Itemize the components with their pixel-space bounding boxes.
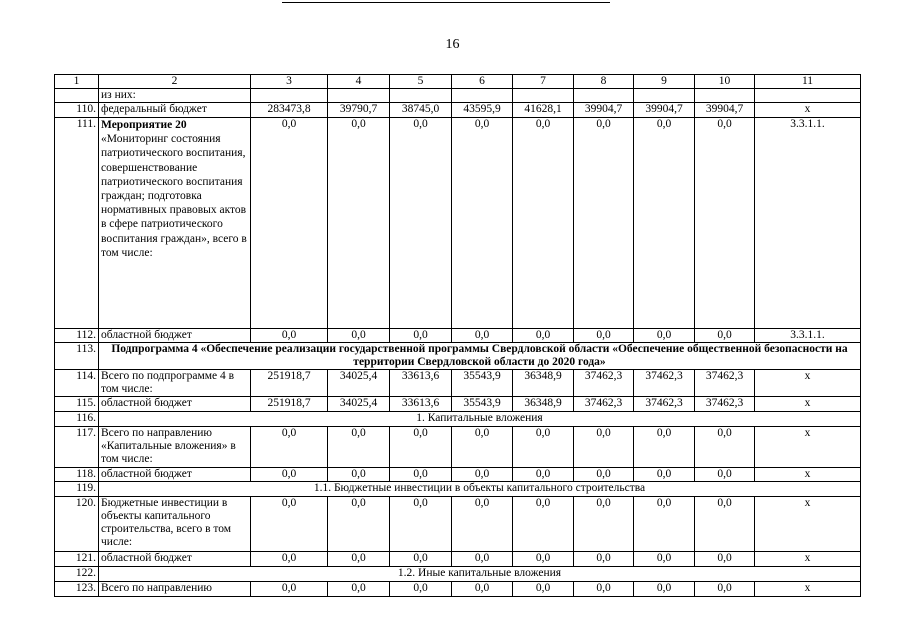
value-cell: 35543,9	[452, 370, 513, 397]
table-row	[55, 118, 861, 329]
row-name-text: областной бюджет	[101, 552, 192, 564]
table-row	[55, 412, 861, 427]
header-cell: 1	[55, 75, 99, 89]
table-row	[55, 582, 861, 597]
target-cell: х	[755, 103, 861, 118]
row-name	[99, 552, 251, 567]
value-cell: 0,0	[251, 552, 328, 567]
target-cell: х	[755, 552, 861, 567]
row-number: 115.	[55, 397, 99, 412]
row-name	[99, 103, 251, 118]
value-cell: 0,0	[695, 552, 755, 567]
row-name-text: Бюджетные инвестиции в объекты капитального строительства, всего в том числе:	[101, 497, 232, 548]
row-name	[99, 118, 251, 329]
value-cell: 0,0	[328, 582, 390, 597]
table-row	[55, 103, 861, 118]
target-cell: х	[755, 397, 861, 412]
value-cell: 0,0	[634, 552, 695, 567]
value-cell: 0,0	[513, 497, 574, 552]
row-number	[55, 89, 99, 103]
section-title: 1. Капитальные вложения	[99, 412, 861, 427]
row-name	[99, 427, 251, 468]
subprogram-title: Подпрограмма 4 «Обеспечение реализации государственной программы Свердловской области «Обеспечение общественной безопасности на территории Свердловской области до 2020 года»	[99, 343, 861, 370]
value-cell: 0,0	[390, 468, 452, 482]
value-cell: 0,0	[695, 582, 755, 597]
target-cell: х	[755, 370, 861, 397]
header-cell: 6	[452, 75, 513, 89]
row-number: 123.	[55, 582, 99, 597]
value-cell: 39904,7	[574, 103, 634, 118]
value-cell	[513, 89, 574, 103]
value-cell: 0,0	[513, 427, 574, 468]
row-number: 116.	[55, 412, 99, 427]
value-cell: 0,0	[695, 468, 755, 482]
top-rule	[282, 2, 610, 3]
value-cell: 0,0	[574, 497, 634, 552]
row-number: 120.	[55, 497, 99, 552]
section-title: 1.2. Иные капитальные вложения	[99, 567, 861, 582]
value-cell: 0,0	[695, 118, 755, 329]
table-row	[55, 567, 861, 582]
page-number: 16	[445, 37, 460, 52]
value-cell	[390, 89, 452, 103]
value-cell: 0,0	[251, 118, 328, 329]
target-cell: х	[755, 582, 861, 597]
target-cell: х	[755, 497, 861, 552]
row-number: 121.	[55, 552, 99, 567]
value-cell: 0,0	[634, 468, 695, 482]
table-row	[55, 497, 861, 552]
value-cell: 0,0	[452, 118, 513, 329]
value-cell: 0,0	[390, 427, 452, 468]
value-cell: 0,0	[513, 582, 574, 597]
table-row	[55, 468, 861, 482]
value-cell: 36348,9	[513, 397, 574, 412]
target-cell: х	[755, 468, 861, 482]
value-cell: 0,0	[452, 427, 513, 468]
header-cell: 5	[390, 75, 452, 89]
value-cell: 37462,3	[574, 397, 634, 412]
value-cell: 0,0	[328, 468, 390, 482]
value-cell: 0,0	[452, 468, 513, 482]
row-name	[99, 329, 251, 343]
value-cell: 0,0	[328, 552, 390, 567]
row-name-text: «Мониторинг состояния патриотического воспитания, совершенствование патриотического воспитания граждан; подготовка нормативных правовых актов в сфере патриотического воспитания граждан», всего в том числе:	[101, 133, 247, 259]
table-row	[55, 370, 861, 397]
row-name	[99, 468, 251, 482]
header-cell: 11	[755, 75, 861, 89]
value-cell	[574, 89, 634, 103]
value-cell: 0,0	[634, 582, 695, 597]
table-row	[55, 397, 861, 412]
value-cell: 39904,7	[634, 103, 695, 118]
table-row	[55, 427, 861, 468]
value-cell: 0,0	[390, 582, 452, 597]
value-cell: 0,0	[328, 118, 390, 329]
row-name	[99, 89, 251, 103]
value-cell: 37462,3	[634, 397, 695, 412]
target-cell: 3.3.1.1.	[755, 118, 861, 329]
value-cell: 39904,7	[695, 103, 755, 118]
value-cell: 0,0	[390, 118, 452, 329]
header-cell: 10	[695, 75, 755, 89]
value-cell: 38745,0	[390, 103, 452, 118]
budget-table	[54, 74, 861, 597]
value-cell: 0,0	[251, 427, 328, 468]
table-row	[55, 89, 861, 103]
row-number: 112.	[55, 329, 99, 343]
value-cell: 41628,1	[513, 103, 574, 118]
row-number: 110.	[55, 103, 99, 118]
value-cell: 283473,8	[251, 103, 328, 118]
value-cell: 43595,9	[452, 103, 513, 118]
value-cell: 0,0	[328, 497, 390, 552]
value-cell: 34025,4	[328, 397, 390, 412]
row-number: 111.	[55, 118, 99, 329]
value-cell: 0,0	[251, 329, 328, 343]
row-name-text: Всего по направлению «Капитальные вложения» в том числе:	[101, 427, 236, 465]
row-number: 122.	[55, 567, 99, 582]
value-cell: 39790,7	[328, 103, 390, 118]
row-name	[99, 370, 251, 397]
value-cell: 33613,6	[390, 397, 452, 412]
row-number: 118.	[55, 468, 99, 482]
value-cell: 0,0	[390, 552, 452, 567]
value-cell	[328, 89, 390, 103]
row-name-text: областной бюджет	[101, 468, 192, 480]
row-name-text: федеральный бюджет	[101, 103, 207, 115]
value-cell: 0,0	[634, 497, 695, 552]
value-cell: 0,0	[695, 497, 755, 552]
row-name-text: Всего по подпрограмме 4 в том числе:	[101, 370, 235, 395]
table-row	[55, 552, 861, 567]
value-cell: 37462,3	[574, 370, 634, 397]
value-cell: 251918,7	[251, 397, 328, 412]
value-cell: 0,0	[328, 329, 390, 343]
table-row	[55, 482, 861, 497]
value-cell: 0,0	[634, 329, 695, 343]
value-cell: 0,0	[634, 427, 695, 468]
value-cell: 37462,3	[695, 397, 755, 412]
target-cell: х	[755, 427, 861, 468]
value-cell	[634, 89, 695, 103]
table-row	[55, 329, 861, 343]
value-cell: 33613,6	[390, 370, 452, 397]
value-cell: 0,0	[513, 118, 574, 329]
row-name	[99, 582, 251, 597]
value-cell: 0,0	[452, 582, 513, 597]
value-cell: 0,0	[390, 329, 452, 343]
value-cell: 37462,3	[634, 370, 695, 397]
header-cell: 9	[634, 75, 695, 89]
value-cell: 0,0	[452, 329, 513, 343]
row-number: 119.	[55, 482, 99, 497]
value-cell: 0,0	[695, 427, 755, 468]
value-cell: 36348,9	[513, 370, 574, 397]
value-cell	[251, 89, 328, 103]
value-cell: 35543,9	[452, 397, 513, 412]
row-name-text: Всего по направлению	[101, 582, 212, 594]
row-name	[99, 397, 251, 412]
value-cell: 0,0	[513, 329, 574, 343]
header-cell: 3	[251, 75, 328, 89]
table-body	[55, 75, 861, 597]
row-number: 117.	[55, 427, 99, 468]
value-cell: 0,0	[574, 118, 634, 329]
value-cell: 0,0	[452, 552, 513, 567]
value-cell	[452, 89, 513, 103]
target-cell: 3.3.1.1.	[755, 329, 861, 343]
value-cell: 251918,7	[251, 370, 328, 397]
value-cell	[695, 89, 755, 103]
row-name-text: из них:	[101, 89, 136, 101]
table-row	[55, 343, 861, 370]
value-cell: 0,0	[513, 552, 574, 567]
row-name-text: областной бюджет	[101, 329, 192, 341]
header-row	[55, 75, 861, 89]
row-number: 113.	[55, 343, 99, 370]
value-cell: 0,0	[574, 329, 634, 343]
value-cell: 0,0	[695, 329, 755, 343]
value-cell: 0,0	[251, 497, 328, 552]
row-name-text: областной бюджет	[101, 397, 192, 409]
value-cell: 0,0	[634, 118, 695, 329]
section-title: 1.1. Бюджетные инвестиции в объекты капитального строительства	[99, 482, 861, 497]
row-name	[99, 497, 251, 552]
value-cell: 0,0	[328, 427, 390, 468]
row-number: 114.	[55, 370, 99, 397]
value-cell: 0,0	[513, 468, 574, 482]
target-cell	[755, 89, 861, 103]
header-cell: 8	[574, 75, 634, 89]
header-cell: 7	[513, 75, 574, 89]
value-cell: 0,0	[251, 468, 328, 482]
header-cell: 4	[328, 75, 390, 89]
value-cell: 37462,3	[695, 370, 755, 397]
header-cell: 2	[99, 75, 251, 89]
value-cell: 0,0	[452, 497, 513, 552]
value-cell: 0,0	[574, 582, 634, 597]
value-cell: 0,0	[390, 497, 452, 552]
value-cell: 34025,4	[328, 370, 390, 397]
activity-label: Мероприятие 20	[101, 119, 187, 131]
value-cell: 0,0	[574, 468, 634, 482]
value-cell: 0,0	[251, 582, 328, 597]
value-cell: 0,0	[574, 552, 634, 567]
value-cell: 0,0	[574, 427, 634, 468]
